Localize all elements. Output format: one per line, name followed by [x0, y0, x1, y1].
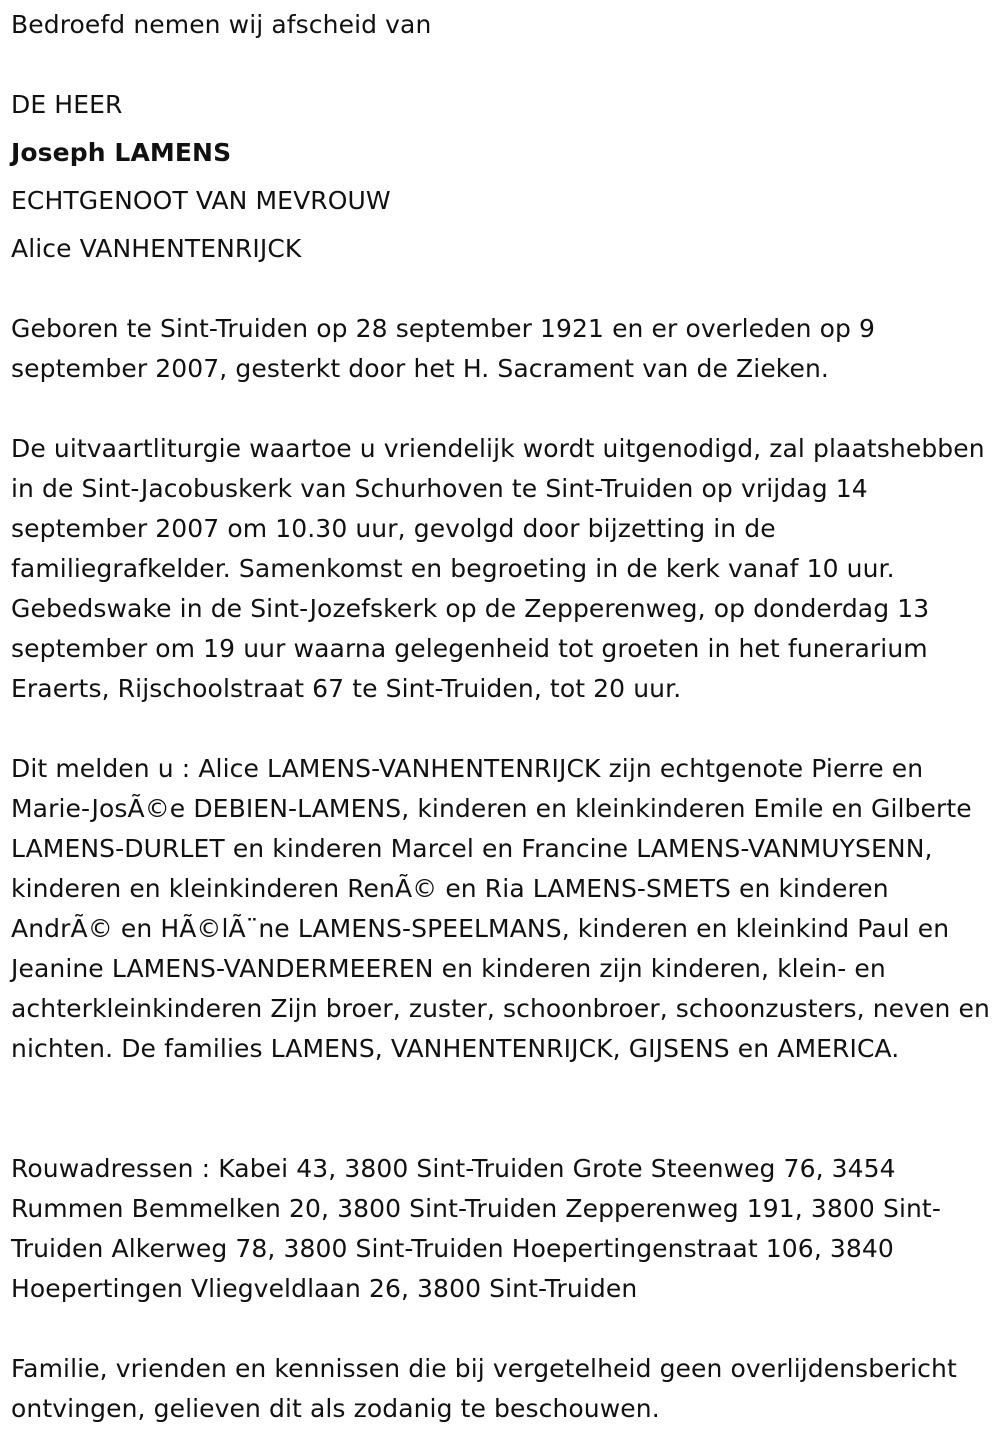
title-prefix: DE HEER: [11, 90, 123, 119]
birth-death-paragraph: Geboren te Sint-Truiden op 28 september 1921 en er overleden op 9 september 2007, gesterkt door het H. Sacrament van de Zieken.: [11, 314, 875, 383]
funeral-paragraph: De uitvaartliturgie waartoe u vriendelijk wordt uitgenodigd, zal plaatshebben in de Sint-Jacobuskerk van Schurhoven te Sint-Truiden op vrijdag 14 september 2007 om 10.30 uur, gevolgd door bijzetting in de familiegrafkelder. Samenkomst en begroeting in de kerk vanaf 10 uur. Gebedswake in de Sint-Jozefskerk op de Zepperenweg, op donderdag 13 september om 19 uur waarna gelegenheid tot groeten in het funerarium Eraerts, Rijschoolstraat 67 te Sint-Truiden, tot 20 uur.: [11, 434, 985, 703]
spouse-name: Alice VANHENTENRIJCK: [11, 234, 302, 263]
announcers-paragraph: Dit melden u : Alice LAMENS-VANHENTENRIJCK zijn echtgenote Pierre en Marie-JosÃ©e DEBIEN-LAMENS, kinderen en kleinkinderen Emile en Gilberte LAMENS-DURLET en kinderen Marcel en Francine LAMENS-VANMUYSENN, kinderen en kleinkinderen RenÃ© en Ria LAMENS-SMETS en kinderen AndrÃ© en HÃ©lÃ¨ne LAMENS-SPEELMANS, kinderen en kleinkind Paul en Jeanine LAMENS-VANDERMEEREN en kinderen zijn kinderen, klein- en achterkleinkinderen Zijn broer, zuster, schoonbroer, schoonzusters, neven en nichten. De families LAMENS, VANHENTENRIJCK, GIJSENS en AMERICA.: [11, 754, 990, 1063]
deceased-name: Joseph LAMENS: [11, 138, 232, 167]
spouse-label: ECHTGENOOT VAN MEVROUW: [11, 186, 391, 215]
intro-text: Bedroefd nemen wij afscheid van: [11, 10, 432, 39]
closing-paragraph: Familie, vrienden en kennissen die bij vergetelheid geen overlijdensbericht ontvingen, gelieven dit als zodanig te beschouwen.: [11, 1354, 957, 1423]
addresses-paragraph: Rouwadressen : Kabei 43, 3800 Sint-Truiden Grote Steenweg 76, 3454 Rummen Bemmelken 20, 3800 Sint-Truiden Zepperenweg 191, 3800 Sint-Truiden Alkerweg 78, 3800 Sint-Truiden Hoepertingenstraat 106, 3840 Hoepertingen Vliegveldlaan 26, 3800 Sint-Truiden: [11, 1154, 941, 1303]
